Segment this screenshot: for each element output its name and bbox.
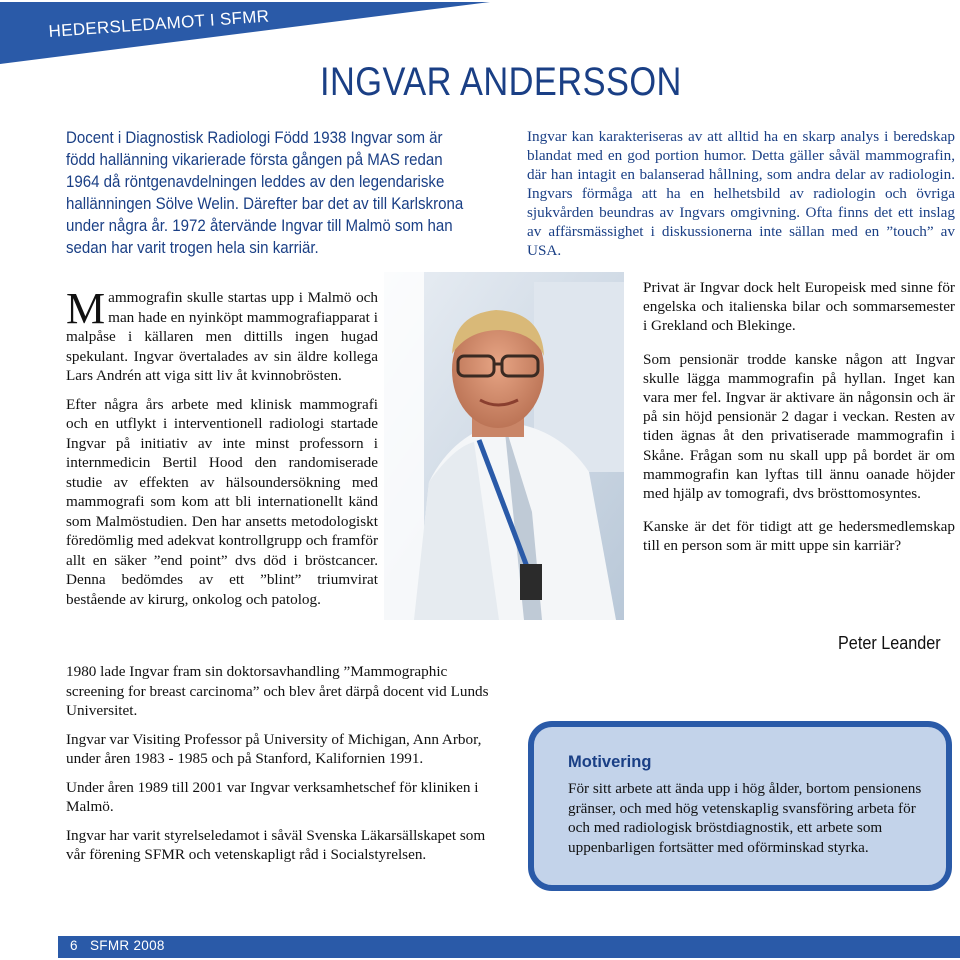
body-paragraph: Ingvar har varit styrelseledamot i såväl Svenska Läkarsällskapet som vår förening SFMR och vetenskapligt råd i Socialstyrelsen.: [66, 826, 486, 863]
paragraph-text: ammografin skulle startas upp i Malmö och man hade en nyinköpt mammografiapparat i malpåse i källaren men dittills ingen hugad spekulant. Ingvar övertalades av sin äldre kollega Lars Andrén att viga sitt liv åt kvinnobrösten.: [66, 289, 378, 384]
footer-label: [70, 938, 165, 953]
body-paragraph: Som pensionär trodde kanske någon att Ingvar skulle lägga mammografin på hyllan. Inget kan vara mer fel. Ingvar är aktivare än någonsin och är på sin höjd pensionär 2 dagar i veckan. Resten av tiden ägnas åt den privatiserade mammografin i Skåne. Frågan som nu skall upp på bordet är om mammografin kan lyftas till ännu oanade höjder med hjälp av tomografi, dvs brösttomosyntes.: [643, 350, 955, 503]
body-paragraph: [66, 284, 378, 386]
section-label: HEDERSLEDAMOT I SFMR: [48, 6, 270, 41]
portrait-image: [384, 272, 624, 620]
body-paragraph: 1980 lade Ingvar fram sin doktorsavhandling ”Mammographic screening for breast carcinoma” och blev året därpå docent vid Lunds Universitet.: [66, 663, 489, 719]
body-paragraph: Under åren 1989 till 2001 var Ingvar verksamhetschef för kliniken i Malmö.: [66, 778, 479, 815]
left-column: [66, 284, 378, 618]
body-paragraph: Kanske är det för tidigt att ge hedersmedlemskap till en person som är mitt uppe sin karriär?: [643, 518, 955, 555]
body-paragraph: Privat är Ingvar dock helt Europeisk med sinne för engelska och italienska bilar och sommarsemester i Grekland och Blekinge.: [643, 279, 955, 335]
portrait-photo: [384, 272, 624, 620]
page-footer: [58, 936, 960, 958]
full-width-section: [66, 662, 498, 874]
characterization-paragraph: Ingvar kan karakteriseras av att alltid ha en skarp analys i beredskap blandat med en god portion humor. Detta gäller såväl mammografin, där han intagit en balanserad hållning, som andra delar av radiologin. Ingvars förmåga att ha en helhetsbild av radiologin och övriga sjukvården beundras av Ingvars omgivning. Ofta finns det ett inslag av affärsmässighet i diskussionerna inte sällan med en ”touch” av USA.: [527, 128, 955, 259]
article-intro: Docent i Diagnostisk Radiologi Född 1938 Ingvar som är född hallänning vikarierade första gången på MAS redan 1964 då röntgenavdelningen leddes av den legendariske hallänningen Sölve Welin. Därefter bar det av till Karlskrona under några år. 1972 återvände Ingvar till Malmö som han sedan har varit trogen hela sin karriär.: [66, 129, 464, 257]
body-paragraph: Efter några års arbete med klinisk mammografi och en utflykt i interventionell radiologi startade Ingvar på initiativ av inte minst professorn i internmedicin Bertil Hood den randomiserade studie av effekten av hälsoundersökning med mammografi som kom att bli internationellt känd som Malmöstudien. Den har ansetts metodologiskt föredömlig med adekvat kontrollgrupp och framför allt en säker ”end point” dvs död i bröstcancer. Denna bedömdes av ett ”blint” triumvirat bestående av kirurg, onkolog och patolog.: [66, 395, 378, 608]
page-number: 6: [70, 938, 78, 953]
motivation-heading: Motivering: [568, 753, 652, 771]
motivation-box: [528, 721, 952, 891]
motivation-text: För sitt arbete att ända upp i hög ålder, bortom pensionens gränser, och med hög vetenskaplig svansföring arbeta för och med radiologisk bröstdiagnostik, ett arbete som uppenbarligen fortsätter med oförminskad styrka.: [568, 780, 922, 856]
drop-cap: M: [66, 284, 106, 333]
right-column: [643, 278, 955, 570]
body-paragraph: Ingvar var Visiting Professor på University of Michigan, Ann Arbor, under åren 1983 - 1985 och på Stanford, Kalifornien 1991.: [66, 730, 482, 767]
author-signature: Peter Leander: [838, 633, 941, 653]
article-title: INGVAR ANDERSSON: [320, 60, 682, 104]
publication-name: SFMR 2008: [89, 938, 165, 953]
